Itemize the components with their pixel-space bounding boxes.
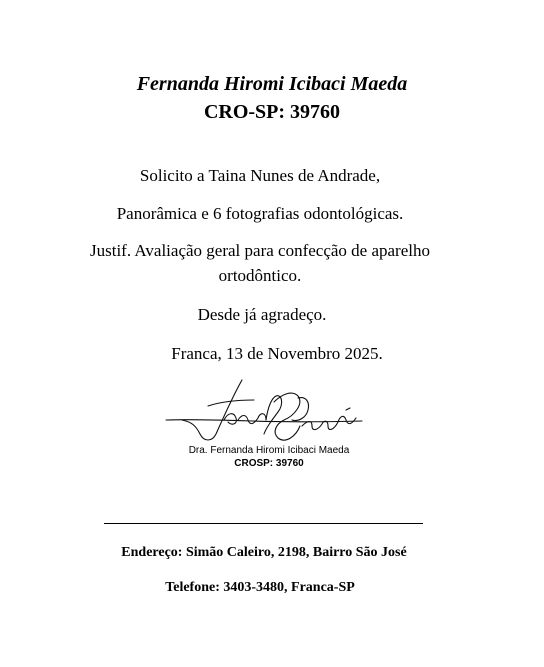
signature-name: Dra. Fernanda Hiromi Icibaci Maeda xyxy=(188,445,350,456)
footer-phone: Telefone: 3403-3480, Franca-SP xyxy=(165,580,355,595)
doctor-name: Fernanda Hiromi Icibaci Maeda xyxy=(136,73,408,95)
signature-cro: CROSP: 39760 xyxy=(234,458,304,469)
exam-line: Panorâmica e 6 fotografias odontológicas. xyxy=(116,204,404,223)
handwritten-signature xyxy=(162,376,372,446)
thanks-line: Desde já agradeço. xyxy=(197,305,327,324)
footer-address: Endereço: Simão Caleiro, 2198, Bairro São José xyxy=(121,545,407,560)
justification-line: Justif. Avaliação geral para confecção de aparelho xyxy=(90,241,430,260)
justification-line-continued: ortodôntico. xyxy=(218,266,302,285)
request-line: Solicito a Taina Nunes de Andrade, xyxy=(139,166,381,185)
doctor-cro: CRO-SP: 39760 xyxy=(203,101,341,123)
footer-divider xyxy=(104,523,423,524)
date-line: Franca, 13 de Novembro 2025. xyxy=(171,344,383,363)
